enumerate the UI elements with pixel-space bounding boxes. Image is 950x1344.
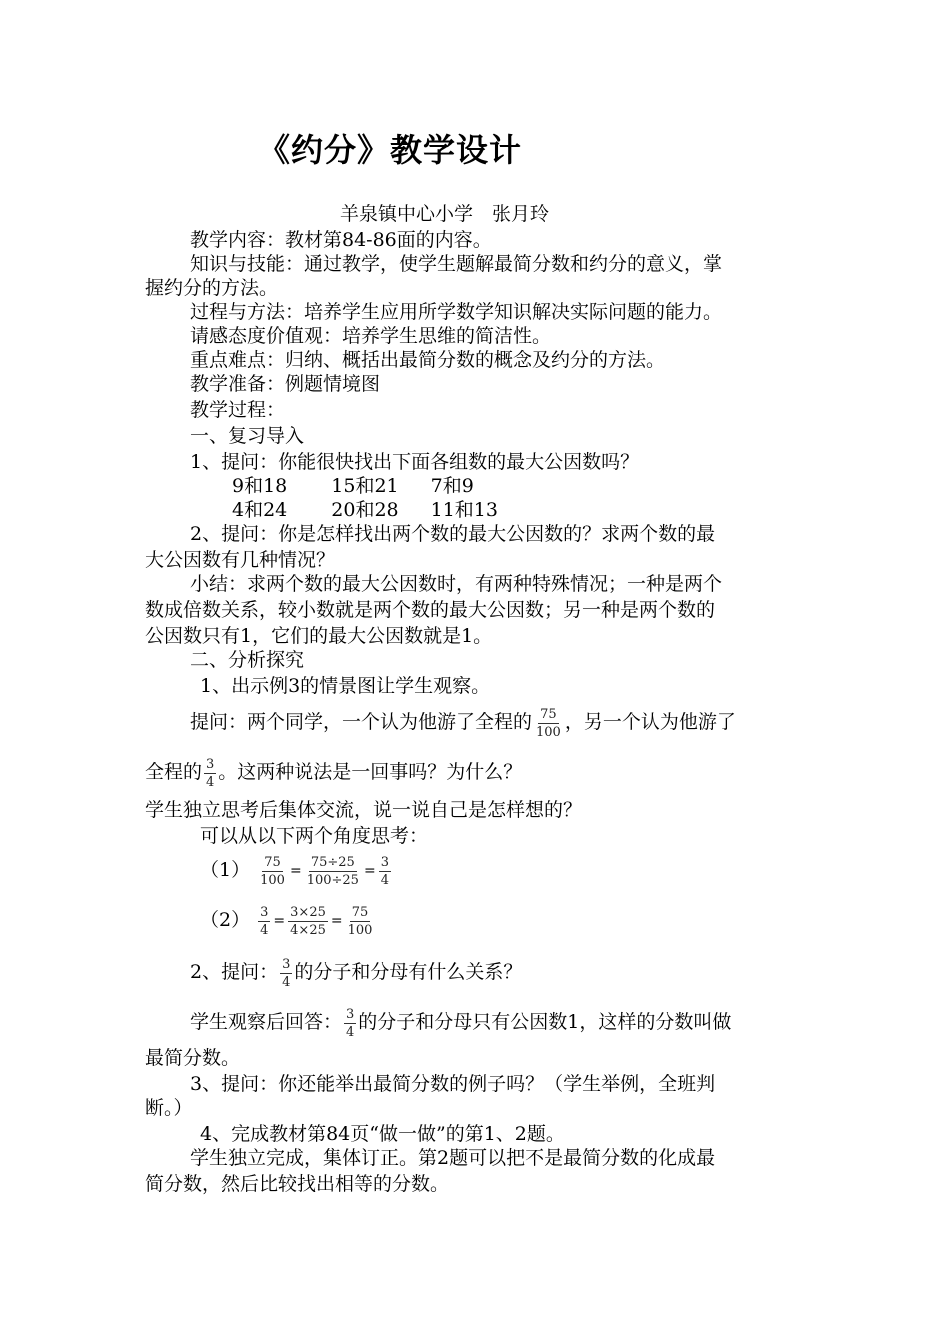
teaching-content: 教学内容：教材第84-86面的内容。 [190,229,492,251]
fraction-times-25: $\frac{3\times 25}{4\times 25}$ [290,904,326,938]
section-2-heading: 二、分析探究 [190,649,305,671]
fraction-75-100: $\frac{75}{100}$ [260,854,285,888]
summary-line-2: 数成倍数关系，较小数就是两个数的最大公因数；另一种是两个数的 [145,599,716,621]
question-2-line-2: 大公因数有几种情况？ [145,549,336,571]
equals-sign: = [330,913,343,929]
equals-sign: = [363,863,376,879]
knowledge-skill-line-2: 握约分的方法。 [145,277,279,299]
discussion-line: 学生独立思考后集体交流，说一说自己是怎样想的？ [145,799,583,821]
summary-line-3: 公因数只有1，它们的最大公因数就是1。 [145,625,493,647]
attitude-values: 请感态度价值观：培养学生思维的简洁性。 [190,325,552,347]
fraction-3-4: $\frac{3}{4}$ [260,904,269,938]
number-pair: 9和18 [232,475,288,497]
fraction-divide-25: $\frac{75\div 25}{100\div 25}$ [306,854,359,888]
summary-line-1: 小结：求两个数的最大公因数时，有两种特殊情况；一种是两个 [190,573,723,595]
teaching-preparation: 教学准备：例题情境图 [190,373,381,395]
question-2-line-1: 2、提问：你是怎样找出两个数的最大公因数的？求两个数的最 [190,523,716,545]
step-1: 1、出示例3的情景图让学生观察。 [200,675,491,697]
two-angles-line: 可以从以下两个角度思考： [200,825,429,847]
final-line-1: 学生独立完成，集体订正。第2题可以把不是最简分数的化成最 [190,1147,716,1169]
fraction-3-4: $\frac{3}{4}$ [206,756,215,790]
number-pair: 15和21 [331,475,399,497]
author-line: 羊泉镇中心小学 张月玲 [340,203,550,225]
section-1-heading: 一、复习导入 [190,425,305,447]
process-method: 过程与方法：培养学生应用所学数学知识解决实际问题的能力。 [190,301,723,323]
step-3-line-2: 断。） [145,1097,193,1119]
method-2-equation: （2） $\frac{3}{4}$ = $\frac{3\times 25}{4\times 25}$ = $\frac{75}{100}$ [200,904,373,938]
question-with-fraction-line-1: 提问：两个同学，一个认为他游了全程的 $\frac{75}{100}$ ，另一个认为他游了 [190,706,736,740]
equals-sign: = [273,913,286,929]
fraction-3-4: $\frac{3}{4}$ [346,1006,355,1040]
number-pair: 4和24 [232,499,288,521]
number-pairs-row-1 [232,474,474,498]
fraction-75-100: $\frac{75}{100}$ [536,706,561,740]
page-title: 《约分》教学设计 [258,131,523,169]
step-4: 4、完成教材第84页“做一做”的第1、2题。 [200,1123,565,1145]
knowledge-skill-line-1: 知识与技能：通过教学，使学生题解最简分数和约分的意义，掌 [190,253,723,275]
equals-sign: = [289,863,302,879]
final-line-2: 简分数，然后比较找出相等的分数。 [145,1173,450,1195]
fraction-3-4: $\frac{3}{4}$ [380,854,389,888]
question-with-fraction-line-2: 全程的 $\frac{3}{4}$ 。这两种说法是一回事吗？为什么？ [145,756,523,790]
fraction-75-100: $\frac{75}{100}$ [347,904,373,938]
teaching-process-heading: 教学过程： [190,399,286,421]
key-difficulties: 重点难点：归纳、概括出最简分数的概念及约分的方法。 [190,349,666,371]
question-1: 1、提问：你能很快找出下面各组数的最大公因数吗？ [190,451,640,473]
step-2-question: 2、提问： $\frac{3}{4}$ 的分子和分母有什么关系？ [190,956,523,990]
fraction-3-4: $\frac{3}{4}$ [282,956,291,990]
number-pair: 20和28 [331,499,399,521]
number-pairs-row-2 [232,498,498,522]
student-answer-line-1: 学生观察后回答： $\frac{3}{4}$ 的分子和分母只有公因数1，这样的分数叫做 [190,1006,732,1040]
method-1-equation: （1） $\frac{75}{100}$ = $\frac{75\div 25}{100\div 25}$ = $\frac{3}{4}$ [200,854,389,888]
number-pair: 11和13 [430,499,498,521]
step-3-line-1: 3、提问：你还能举出最简分数的例子吗？（学生举例，全班判 [190,1073,716,1095]
number-pair: 7和9 [430,475,474,497]
student-answer-line-2: 最简分数。 [145,1047,241,1069]
